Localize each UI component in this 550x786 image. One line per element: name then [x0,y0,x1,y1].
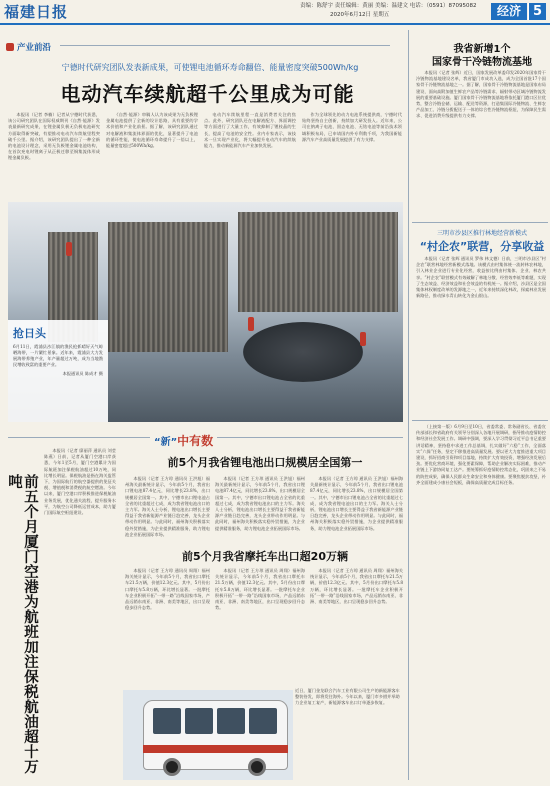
photo-person [360,332,366,346]
bus-photo [123,690,293,780]
battery-body-col3 [310,476,403,538]
lead-paragraph: 《自然·能源》审稿人认为该成果为无负极锂金属电池提供了全新的设计思路，具有重要的学术价值和产业化前景。据了解，该研究团队通过对电解液和集流体界面的优化，显著提升了电池的循环性能，使电池循环寿命提升了一倍以上，能量密度超过500Wh/kg。 [106,112,198,149]
moto-paragraph: 本报讯（记者 王方琼 通讯员 周翔）福州海关统计显示，今年前5个月，我省出口摩托车21.5万辆，价值12.3亿元。其中，5月份出口摩托车5.8万辆，环比增长显著。一批摩托车企业积极开拓“一带一路”沿线国家市场，产品远销东南亚、非洲、南美等地区，出口呈现稳步回升态势。 [125,568,210,611]
forest-paragraph: 本报讯（记者 张辉 通讯员 罗伟 林文德）日前，三明市沙县区“村企农”联营林地经营新模式落地。该模式由村集体统一流转林农林地，引入林业企业进行专业化经营，收益按比例由村集体、企业、林农共享。“村企农”联营模式有效破解了林地分散、经营效率低等难题，实现了生态效益、经济效益和社会效益的有机统一。据介绍，沙县区是全国集体林权制度改革的发源地之一，近年来持续深化林改，探索林业发展新路径，推动绿水青山转化为金山银山。 [416,256,546,299]
lead-subtitle: 宁德时代研究团队发表新成果，可使锂电池循环寿命翻倍、能量密度突破500Wh/kg [61,63,359,72]
bus-photo-caption: 近日，厦门金龙联合汽车工业有限公司生产的新能源客车整装待发，即将发往海外。今年以来，厦门市多措并举助力企业复工复产，新能源客车出口订单逐步恢复。 [295,688,400,705]
cold-chain-paragraph: 本报讯（记者 张辉）近日，国家发展改革委印发2020年国家骨干冷链物流基地建设名单，我省厦门市成功入选，成为全国首批17个国家骨干冷链物流基地之一。据了解，国家骨干冷链物流基地是国家布局建设、面向高附加值生鲜农产品等冷链需求、辐射带动区域冷链物流发展的重要基础设施。厦门国家骨干冷链物流基地将依托厦门港口区位优势，整合冷链仓储、运输、配送等资源，打造集国际冷链物流、生鲜农产品加工、冷链分拨配送于一体的综合性冷链物流枢纽，为保障民生需求、促进消费升级提供有力支撑。 [416,70,546,119]
moto-paragraph: 本报讯（记者 王方琼 通讯员 周翔）福州海关统计显示，今年前5个月，我省出口摩托车21.5万辆，价值12.3亿元。其中，5月份出口摩托车5.8万辆，环比增长显著。一批摩托车企业积极开拓“一带一路”沿线国家市场，产品远销东南亚、非洲、南美等地区，出口呈现稳步回升态势。 [310,568,403,605]
issue-date: 2020年6月12日 星期五 [330,12,390,18]
lead-paragraph: 作为全球领先的动力电池系统提供商，宁德时代始终坚持自主创新，持续加大研发投入。近年来，公司在钠离子电池、固态电池、无钴电池等前沿技术领域积极布局，已申请国内外专利数千项，为我国新能源汽车产业高质量发展提供了有力支撑。 [302,112,402,142]
forest-story-body [416,256,546,416]
moto-body-col2 [215,568,305,683]
editor-credits: 责编：陈舒宇 责任编辑：黄丽 美编：温建文 电话：（0591）87095082 [300,3,477,9]
section-rule [412,420,548,421]
port-story-body [44,448,116,780]
battery-body-col1 [125,476,210,538]
battery-paragraph: 本报讯（记者 王方琼 通讯员 王洪旭）福州海关最新统计显示，今年前5个月，我省出口锂电池87.4亿元，同比增长23.8%，出口规模居全国第一。其中，宁德市出口锂电池占全省的比重超过七成，成为我省锂电池出口的主力军。海关人士分析，锂电池出口增长主要得益于我省新能源产业链日趋完善，龙头企业带动作用明显。与此同时，福州海关积极落实稳外贸措施，为企业提供精准服务，助力锂电池企业拓展国际市场。 [310,476,403,531]
moto-story-headline: 前5个月我省摩托车出口超20万辆 [182,550,348,563]
lead-paragraph: 电动汽车续航里程一直是消费者关注的焦点。此外，研究团队还在电解液配方、界面调控等方面进行了大量工作，有效抑制了锂枝晶的生长，提高了电池的安全性。业内专家表示，该技术一旦实现产业化，将大幅提升电动汽车的续航能力，推动新能源汽车产业加快发展。 [204,112,296,149]
column-divider [408,30,409,780]
moto-paragraph: 本报讯（记者 王方琼 通讯员 周翔）福州海关统计显示，今年前5个月，我省出口摩托车21.5万辆，价值12.3亿元。其中，5月份出口摩托车5.8万辆，环比增长显著。一批摩托车企业积极开拓“一带一路”沿线国家市场，产品远销东南亚、非洲、南美等地区，出口呈现稳步回升态势。 [215,568,305,611]
lead-body-col3 [204,112,296,198]
bus-window [153,708,181,734]
battery-paragraph: 本报讯（记者 王方琼 通讯员 王洪旭）福州海关最新统计显示，今年前5个月，我省出口锂电池87.4亿元，同比增长23.8%，出口规模居全国第一。其中，宁德市出口锂电池占全省的比重超过七成，成为我省锂电池出口的主力军。海关人士分析，锂电池出口增长主要得益于我省新能源产业链日趋完善，龙头企业带动作用明显。与此同时，福州海关积极落实稳外贸措施，为企业提供精准服务，助力锂电池企业拓展国际市场。 [125,476,210,537]
continued-story-body [416,424,546,780]
photo-caption [8,320,108,422]
cold-chain-headline-line2: 国家骨干冷链物流基地 [432,57,532,68]
battery-paragraph: 本报讯（记者 王方琼 通讯员 王洪旭）福州海关最新统计显示，今年前5个月，我省出口锂电池87.4亿元，同比增长23.8%，出口规模居全国第一。其中，宁德市出口锂电池占全省的比重超过七成，成为我省锂电池出口的主力军。海关人士分析，锂电池出口增长主要得益于我省新能源产业链日趋完善，龙头企业带动作用明显。与此同时，福州海关积极落实稳外贸措施，为企业提供精准服务，助力锂电池企业拓展国际市场。 [215,476,305,531]
column-label [6,41,51,53]
port-paragraph: 本报讯（记者 廖丽萍 通讯员 刘莹 陈燕）日前，记者从厦门空港口岸获悉，今年1至5月，厦门空港累计为国际航班加注保税航油超过10万吨，同比增长明显。保税航油是指在海关监管下，为国际航行的航空器提供的免征关税、增值税和消费税的航空燃油。今年以来，厦门空港口岸积极推进保税航油业务发展，优化通关流程，提升服务水平，为航空公司降低运营成本，助力厦门国际航空枢纽建设。 [44,448,116,516]
continued-paragraph: （上接第一版）6月9日至10日，省委常委、常务副省长、省委宣传部部长和省政府有关领导分别深入各地开展调研，指导推动疫情防控和经济社会发展工作。调研中强调，要深入学习贯彻习近平总书记重要讲话精神，坚持稳中求进工作总基调，扎实做好“六稳”工作，全面落实“六保”任务，坚定不移推进高质量发展。要以更大力度推进重大项目建设，抓好招商引资和项目落地，持续扩大有效投资，增强经济发展后劲。要优化营商环境，强化要素保障，帮助企业解决实际困难，推动产业链上下游协同复工达产。要统筹抓好疫情防控常态化，巩固来之不易的防控成果，确保人民群众生命安全和身体健康。要聚焦脱贫攻坚，补齐全面建成小康社会短板，确保高质量完成目标任务。 [416,424,546,485]
photo-net [243,322,363,382]
moto-body-col1 [125,568,210,683]
section-rule [412,222,548,223]
lead-body-col4 [302,112,402,198]
cold-chain-body [416,70,546,218]
photo-person [248,317,254,331]
battery-story-headline: 前5个月我省锂电池出口规模居全国第一 [167,456,363,469]
bus-wheel [163,758,181,776]
page-number: 5 [528,3,546,20]
lead-body-col2 [106,112,198,198]
photo-rack [108,222,228,352]
photo-rack [238,212,398,312]
bus-window [185,708,213,734]
bullet-icon [6,43,14,51]
battery-body-col2 [215,476,305,538]
photo-credit: 本报通讯员 陈成才 摄 [62,371,103,376]
lead-body-col1 [8,112,100,198]
moto-body-col3 [310,568,403,683]
bus-window [249,708,277,734]
photo-caption-title: 抢日头 [13,327,46,340]
photo-caption-text: 6月11日，霞浦县沙江镇的渔民抢抓晴好天气晾晒海带，一片繁忙景象。近年来，霞浦县大力发展海带养殖产业，年产量超过万吨，成为当地渔民增收致富的重要产业。 [13,344,103,367]
column-label-rule [60,45,390,46]
bus-window [217,708,245,734]
newspaper-logo: 福建日报 [4,2,69,21]
numbers-heading-prefix: “新” [154,437,178,448]
port-story-headline: 前五个月厦门空港为航班加注保税航油超十万吨 [6,474,38,774]
lead-headline: 电动汽车续航超千公里成为可能 [60,82,355,106]
bus-wheel [248,758,266,776]
cold-chain-headline-line1: 我省新增1个 [453,44,511,55]
photo-person [66,242,72,256]
column-label-text: 产业前沿 [17,43,52,53]
masthead-rule [0,23,550,25]
bus-stripe [143,745,288,753]
numbers-heading-em: 中有数 [177,434,214,448]
forest-story-headline: “村企农”联营，分享收益 [419,240,545,253]
section-badge: 经济 [491,3,527,20]
lead-paragraph: 本报讯（记者 李楠）记者从宁德时代获悉，该公司研究团队在国际权威期刊《自然·能源》发表最新研究成果，在锂金属负极无负极电池研究方面取得新突破，有望推动电动汽车续航里程突破千公里。据介绍，该研究团队提出了一种全新的电池设计理念，采用无负极锂金属电池结构，在首次充电时锂离子从正极迁移至铜集流体形成锂金属负极。 [8,112,100,161]
forest-story-kicker: 三明市沙县区推行林地经营新模式 [436,230,527,237]
numbers-section-heading [150,432,217,449]
